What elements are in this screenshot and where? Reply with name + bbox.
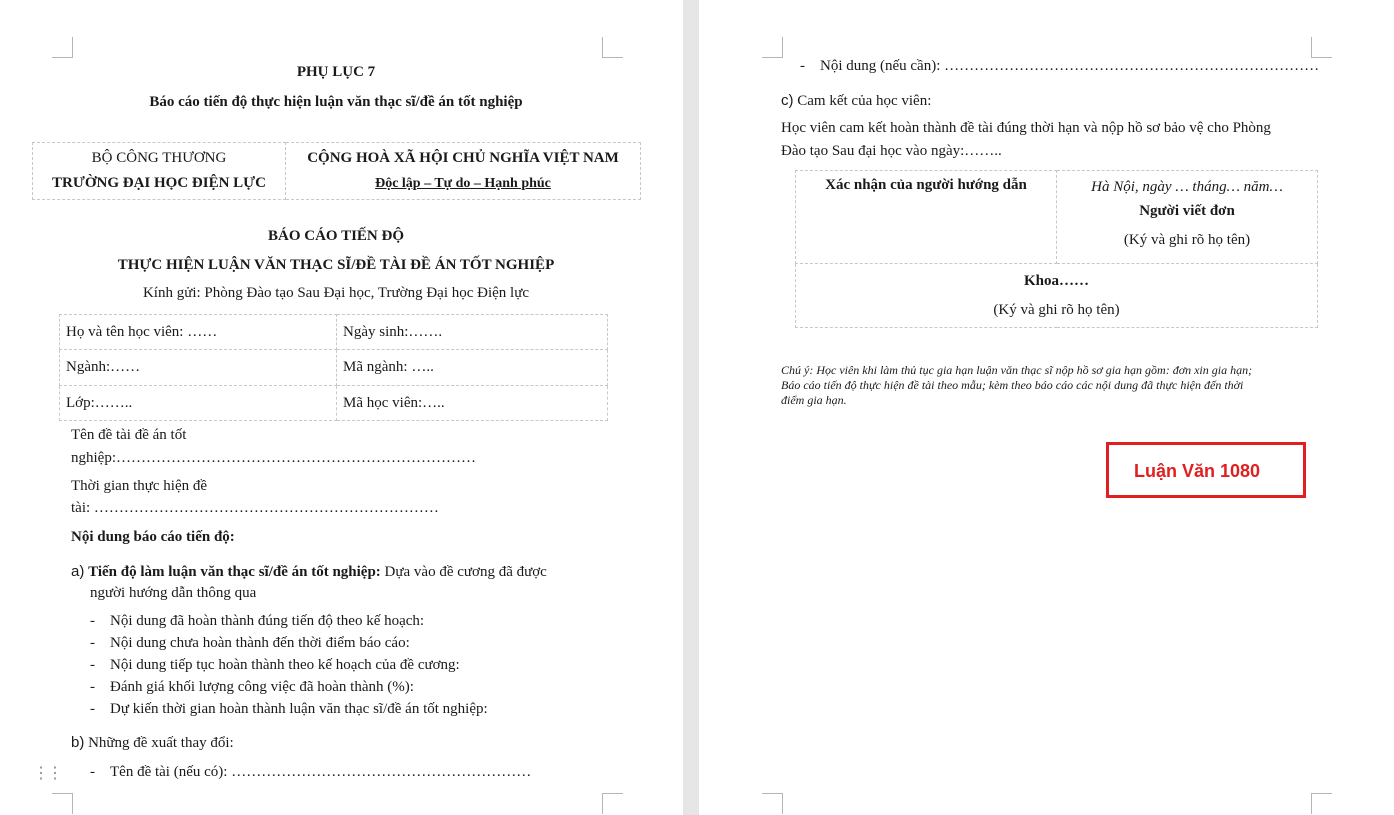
crop-mark [762,793,783,814]
table-row [60,386,608,421]
section-b-marker: b) [71,734,85,751]
watermark-stamp [1106,442,1306,498]
section-a-text: Dựa vào đề cương đã được [380,564,547,580]
info-cell: Ngành:…… [60,350,337,386]
crop-mark [52,793,73,814]
topic-label: Tên đề tài đề án tốt [71,427,187,443]
note-line: Chú ý: Học viên khi làm thủ tục gia hạn luận văn thạc sĩ nộp hồ sơ gia hạn gồm: đơn xin gia hạn; [781,363,1253,377]
info-cell: Mã ngành: ….. [337,350,608,386]
country-name: CỘNG HOÀ XÃ HỘI CHỦ NGHĨA VIỆT NAM [307,150,619,166]
appendix-subtitle: Báo cáo tiến độ thực hiện luận văn thạc sĩ/đề án tốt nghiệp [149,94,523,110]
drag-handle-icon[interactable]: ⋮⋮ [33,765,61,782]
crop-mark [602,793,623,814]
writer-cell [1057,171,1318,264]
faculty-label: Khoa…… [1023,272,1089,289]
commitment-text: Học viên cam kết hoàn thành đề tài đúng thời hạn và nộp hồ sơ bảo vệ cho Phòng [781,120,1271,136]
crop-mark [762,37,783,58]
table-row [60,315,608,350]
report-subtitle: THỰC HIỆN LUẬN VĂN THẠC SĨ/ĐỀ TÀI ĐỀ ÁN TỐT NGHIỆP [117,257,555,273]
info-cell: Họ và tên học viên: …… [60,315,337,350]
section-a-heading: Tiến độ làm luận văn thạc sĩ/đề án tốt nghiệp: [88,564,381,580]
university-name: TRƯỜNG ĐẠI HỌC ĐIỆN LỰC [52,175,266,191]
crop-mark [1311,37,1332,58]
signature-table [795,170,1318,328]
faculty-cell [796,264,1318,328]
place-date: Hà Nội, ngày … tháng… năm… [1091,179,1283,195]
section-a [71,563,547,581]
list-item: - Nội dung tiếp tục hoàn thành theo kế hoạch của đề cương: [90,657,460,673]
info-cell: Ngày sinh:……. [337,315,608,350]
list-item: - Nội dung chưa hoàn thành đến thời điểm báo cáo: [90,635,410,651]
section-a-text-cont: người hướng dẫn thông qua [90,585,257,601]
section-c-marker: c) [781,92,794,109]
crop-mark [602,37,623,58]
page-gutter [683,0,699,815]
section-c [781,92,931,110]
header-left-cell [33,143,286,200]
section-a-marker: a) [71,563,85,580]
addressee-line: Kính gửi: Phòng Đào tạo Sau Đại học, Trường Đại học Điện lực [142,285,530,301]
header-table [32,142,641,200]
info-cell: Lớp:…….. [60,386,337,421]
table-row [60,350,608,386]
header-right-cell [286,143,641,200]
appendix-title: PHỤ LỤC 7 [296,64,376,80]
time-label: Thời gian thực hiện đề [71,478,208,494]
list-item: - Dự kiến thời gian hoàn thành luận văn thạc sĩ/đề án tốt nghiệp: [90,701,488,717]
list-item: - Nội dung đã hoàn thành đúng tiến độ theo kế hoạch: [90,613,425,629]
writer-sign-note: (Ký và ghi rõ họ tên) [1123,232,1251,248]
commitment-text-cont: Đào tạo Sau đại học vào ngày:…….. [781,143,1002,159]
report-title: BÁO CÁO TIẾN ĐỘ [268,228,404,244]
list-item: - Đánh giá khối lượng công việc đã hoàn thành (%): [90,679,414,695]
faculty-sign-note: (Ký và ghi rõ họ tên) [993,301,1120,318]
list-item: - Tên đề tài (nếu có): …………………………………………………… [90,764,532,780]
note-block [781,363,1252,408]
writer-label: Người viết đơn [1139,203,1235,219]
advisor-confirm-label: Xác nhận của người hướng dẫn [825,177,1027,193]
list-item: - Nội dung (nếu cần): ………………………………………………………………… [800,58,1320,74]
topic-field: nghiệp:……………………………………………………………… [71,450,476,466]
national-motto: Độc lập – Tự do – Hạnh phúc [375,176,551,191]
content-heading: Nội dung báo cáo tiến độ: [71,529,235,545]
crop-mark [52,37,73,58]
table-row [796,264,1318,328]
advisor-cell [796,171,1057,264]
section-b [71,734,234,752]
note-line: điểm gia hạn. [781,393,847,407]
note-line: Báo cáo tiến độ thực hiện đề tài theo mẫu; kèm theo báo cáo các nội dung đã thực hiện đến thời [781,378,1244,392]
watermark-text: Luận Văn 1080 [1134,461,1261,481]
time-field: tài: …………………………………………………………… [71,500,439,516]
info-cell: Mã học viên:….. [337,386,608,421]
ministry-name: BỘ CÔNG THƯƠNG [91,150,227,166]
section-b-heading: Những đề xuất thay đổi: [88,735,234,751]
student-info-table [59,314,608,421]
table-row [796,171,1318,264]
crop-mark [1311,793,1332,814]
section-c-heading: Cam kết của học viên: [797,93,932,109]
